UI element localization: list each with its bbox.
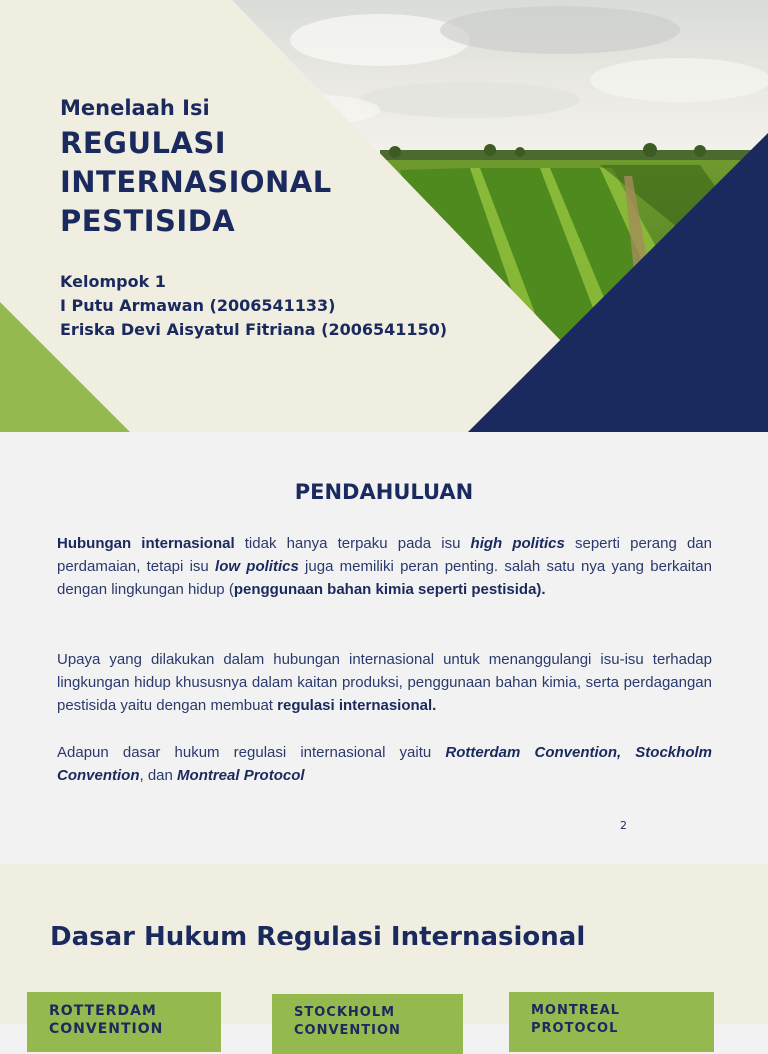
card-montreal-line-2: PROTOCOL (531, 1021, 619, 1036)
p3-emph-2: Montreal Protocol (177, 767, 305, 784)
card-stockholm-line-2: CONVENTION (294, 1023, 401, 1038)
page-number: 2 (620, 819, 627, 832)
p1-text-1: tidak hanya terpaku pada isu (234, 535, 471, 552)
section-heading-legal: Dasar Hukum Regulasi Internasional (50, 922, 586, 952)
card-montreal-line-1: MONTREAL (531, 1003, 620, 1018)
subtitle-label: Menelaah Isi (60, 96, 210, 120)
section-heading: PENDAHULUAN (294, 480, 474, 504)
p3-text-2: , dan (139, 767, 178, 784)
paragraph-3 (57, 741, 712, 787)
paragraph-2 (57, 648, 712, 717)
card-stockholm-line-1: STOCKHOLM (294, 1005, 396, 1020)
p1-bold-2: penggunaan bahan kimia seperti pestisida (233, 581, 537, 598)
p1-text-2: seperti perang dan perdamaian, tetapi isu (57, 535, 712, 575)
p1-text-3: juga memiliki peran penting. salah satu nya yang berkaitan dengan lingkungan hidup ( (57, 558, 712, 598)
introduction-slide (0, 432, 768, 864)
group-label: Kelompok 1 (60, 272, 166, 291)
title-line-2: INTERNASIONAL (60, 165, 332, 199)
group-info (60, 270, 447, 342)
paragraph-1 (57, 532, 712, 601)
p1-emph-2: low politics (215, 558, 299, 575)
card-montreal (509, 992, 714, 1052)
p1-bold-1: Hubungan internasional (57, 535, 235, 552)
title-line-1: REGULASI (60, 126, 227, 160)
card-stockholm (272, 994, 463, 1054)
p1-text-4: ). (536, 581, 546, 598)
p3-text-1: Adapun dasar hukum regulasi internasional yaitu (57, 744, 446, 761)
title-line-3: PESTISIDA (60, 204, 236, 238)
member-2: Eriska Devi Aisyatul Fitriana (2006541150) (60, 320, 448, 339)
p2-text: Upaya yang dilakukan dalam hubungan internasional untuk menanggulangi isu-isu terhadap lingkungan hidup khususnya dalam kaitan produksi, penggunaan bahan kimia, serta perdagangan pestisida yaitu dengan membuat (57, 651, 712, 714)
p3-emph-1: Rotterdam Convention, Stockholm Convention (57, 744, 712, 784)
card-rotterdam-line-1: ROTTERDAM (49, 1003, 157, 1019)
legal-basis-slide (0, 864, 768, 1038)
p2-bold: regulasi internasional. (277, 697, 437, 714)
title-slide (0, 0, 768, 432)
p1-emph-1: high politics (470, 535, 565, 552)
card-rotterdam (27, 992, 221, 1052)
member-1: I Putu Armawan (2006541133) (60, 296, 336, 315)
card-rotterdam-line-2: CONVENTION (49, 1021, 164, 1037)
main-title (60, 124, 332, 241)
